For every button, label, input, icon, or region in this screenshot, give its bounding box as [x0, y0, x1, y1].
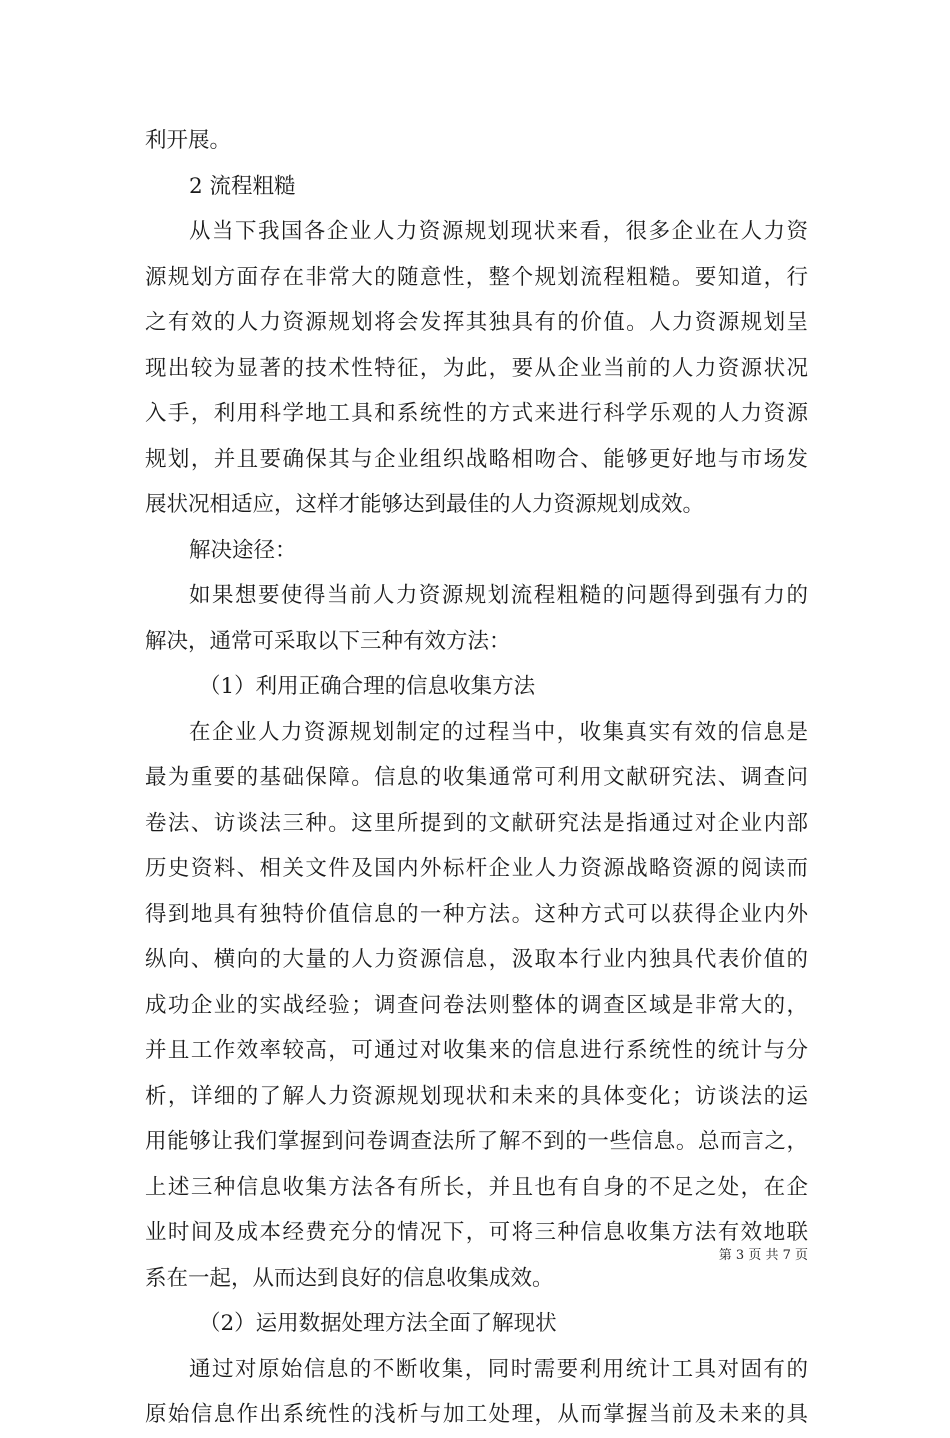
- body-text: [145, 118, 808, 1438]
- text-line: 利开展。: [145, 128, 232, 153]
- page-number: 第 3 页 共 7 页: [718, 1248, 808, 1263]
- text-line: 上述三种信息收集方法各有所长，并且也有自身的不足之处，在企: [145, 1174, 808, 1200]
- text-line: 现出较为显著的技术性特征，为此，要从企业当前的人力资源状况: [145, 355, 808, 381]
- text-line: 最为重要的基础保障。信息的收集通常可利用文献研究法、调查问: [145, 765, 808, 790]
- text-line: 业时间及成本经费充分的情况下，可将三种信息收集方法有效地联: [145, 1220, 808, 1245]
- text-line: 在企业人力资源规划制定的过程当中，收集真实有效的信息是: [189, 719, 808, 745]
- text-line: 用能够让我们掌握到问卷调查法所了解不到的一些信息。总而言之，: [145, 1129, 808, 1154]
- text-line: 源规划方面存在非常大的随意性，整个规划流程粗糙。要知道，行: [145, 264, 808, 290]
- text-line: 规划，并且要确保其与企业组织战略相吻合、能够更好地与市场发: [145, 446, 808, 472]
- text-line: 卷法、访谈法三种。这里所提到的文献研究法是指通过对企业内部: [145, 810, 808, 836]
- text-line: 得到地具有独特价值信息的一种方法。这种方式可以获得企业内外: [145, 901, 808, 927]
- text-line: 如果想要使得当前人力资源规划流程粗糙的问题得到强有力的: [189, 583, 808, 608]
- text-line: 从当下我国各企业人力资源规划现状来看，很多企业在人力资: [189, 219, 808, 244]
- text-line: 析，详细的了解人力资源规划现状和未来的具体变化；访谈法的运: [145, 1083, 808, 1109]
- text-line: 成功企业的实战经验；调查问卷法则整体的调查区域是非常大的，: [145, 992, 808, 1018]
- text-line: 解决途径：: [189, 537, 297, 563]
- text-line: 通过对原始信息的不断收集，同时需要利用统计工具对固有的: [189, 1356, 808, 1382]
- text-line: 入手，利用科学地工具和系统性的方式来进行科学乐观的人力资源: [145, 401, 808, 426]
- text-line: （2）运用数据处理方法全面了解现状: [199, 1311, 557, 1336]
- text-line: 2 流程粗糙: [189, 173, 296, 199]
- text-line: 历史资料、相关文件及国内外标杆企业人力资源战略资源的阅读而: [145, 856, 808, 881]
- text-line: 之有效的人力资源规划将会发挥其独具有的价值。人力资源规划呈: [145, 310, 808, 335]
- text-line: （1）利用正确合理的信息收集方法: [199, 674, 536, 699]
- text-line: 展状况相适应，这样才能够达到最佳的人力资源规划成效。: [145, 492, 705, 517]
- text-line: 原始信息作出系统性的浅析与加工处理，从而掌握当前及未来的具: [145, 1402, 808, 1427]
- text-line: 解决，通常可采取以下三种有效方法：: [145, 628, 511, 654]
- text-line: 纵向、横向的大量的人力资源信息，汲取本行业内独具代表价值的: [145, 947, 808, 972]
- text-line: 系在一起，从而达到良好的信息收集成效。: [145, 1265, 554, 1291]
- text-line: 并且工作效率较高，可通过对收集来的信息进行系统性的统计与分: [145, 1038, 808, 1063]
